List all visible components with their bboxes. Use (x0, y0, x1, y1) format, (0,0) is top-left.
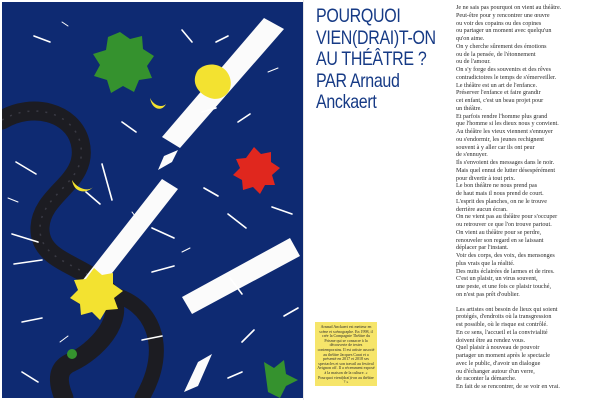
green-dot-icon (67, 349, 77, 359)
author-bio-box (315, 322, 377, 386)
title-line: POURQUOI (316, 5, 401, 27)
article-body (456, 5, 602, 392)
illustration-panel (2, 2, 303, 398)
article-paragraph: Je ne sais pas pourquoi on vient au théâtre. Peut-être pour y rencontrer une œuvre ou voir des copains ou des copines ou partager un moment avec quelqu'un qu'on aime. On y cherche sûrement des émotions ou de la pensée, de l'étonnement ou de l'amour. On s'y forge des souvenirs et des rêves contradictoires le temps de s'émerveiller. Le théâtre est un art de l'enfance. Préserver l'enfance et faire grandir cet enfant, c'est un beau projet pour un théâtre. Et parfois rendre l'homme plus grand que l'homme si les dieux nous y convient. Au théâtre les vieux viennent s'ennuyer ou s'endormir, les jeunes rechignent souvent à y aller car ils ont peur de s'ennuyer. Ils s'envoient des messages dans le noir. Mais quel ennui de lutter désespérément pour divertir à tout prix. Le bon théâtre ne nous prend pas de haut mais il nous prend de court. L'esprit des planches, on ne le trouve derrière aucun écran. On ne vient pas au théâtre pour s'occuper ou retrouver ce que l'on trouve partout. On vient au théâtre pour se perdre, renouveler son regard en se laissant déplacer par l'instant. Voir des corps, des voix, des mensonges plus vrais que la réalité. Des nuits éclairées de larmes et de rires. C'est un plaisir, un virus souvent, une peste, et une fois ce plaisir touché, on n'est pas prêt d'oublier. (456, 5, 562, 298)
author-bio-text: Arnaud Anckaert est metteur en scène et scénographe. En 1998, il crée la Compagnie Théâtre du Prisme qui se consacre à la découverte de textes contemporains. Il est artiste associé au théâtre Jacques Carat et a présenté en 2017 et 2018 ses spectacles et son travail au festival Avignon off. Il a récemment exposé à la maison de la culture. « Pourquoi vient(drai)t-on au théâtre ? » (317, 324, 375, 385)
author-line: Anckaert (316, 91, 377, 113)
night-sky-illustration (2, 2, 303, 398)
article-paragraph: Les artistes ont besoin de lieux qui soient protégés, d'endroits où la transgression est possible, où le risque est contrôlé. En ce sens, l'accueil et la convivialité doivent être au rendez vous. Quel plaisir à nouveau de pouvoir partager un moment après le spectacle avec le public, d'avoir un dialogue ou d'échanger autour d'un verre, de raconter la démarche. En fait de se rencontrer, de se voir en vrai. (456, 306, 560, 390)
page-title (316, 6, 456, 114)
title-line: VIEN(DRAI)T-ON (316, 26, 436, 49)
page-gutter (303, 0, 304, 400)
author-line: PAR Arnaud (316, 69, 400, 92)
title-line: AU THÉÂTRE ? (316, 48, 427, 70)
